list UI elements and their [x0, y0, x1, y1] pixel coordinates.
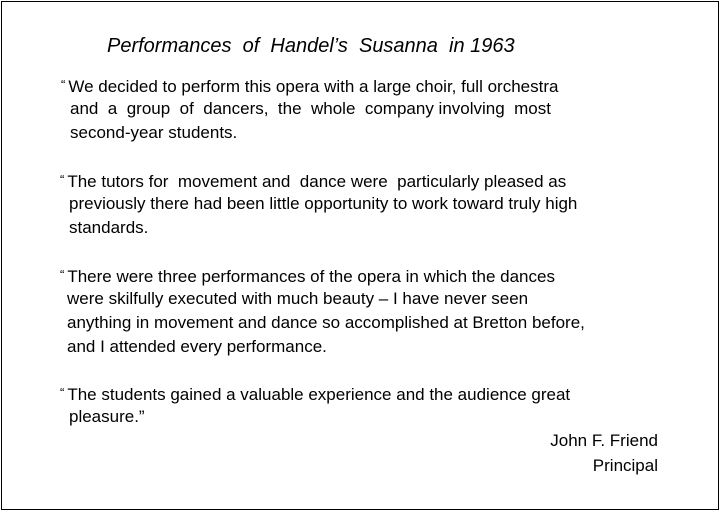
paragraph-line: were skilfully executed with much beauty – I have never seen: [67, 289, 529, 308]
paragraph-line: pleasure.”: [69, 407, 145, 426]
line-text: We decided to perform this opera with a large choir, full orchestra: [68, 77, 559, 96]
open-quote-mark: “: [60, 267, 65, 282]
paragraph-line: [61, 73, 558, 97]
paragraph-line: second-year students.: [70, 123, 238, 142]
signature-role: Principal: [592, 456, 658, 475]
line-text: The tutors for movement and dance were particularly pleased as: [67, 172, 567, 191]
paragraph-line: previously there had been little opportunity to work toward truly high: [69, 194, 578, 213]
open-quote-mark: “: [61, 77, 66, 92]
open-quote-mark: “: [60, 385, 65, 400]
quote-paragraph-4: [60, 381, 570, 429]
open-quote-mark: “: [60, 172, 65, 187]
paragraph-line: [60, 263, 585, 287]
quote-paragraph-2: [60, 168, 577, 240]
quote-paragraph-1: [61, 73, 558, 145]
paragraph-line: and I attended every performance.: [67, 337, 327, 356]
paragraph-line: standards.: [69, 218, 149, 237]
paragraph-line: [60, 381, 570, 405]
quote-paragraph-3: [60, 263, 585, 359]
document-title: Performances of Handel’s Susanna in 1963: [107, 35, 515, 57]
paragraph-line: and a group of dancers, the whole company involving most: [70, 99, 551, 118]
line-text: There were three performances of the opera in which the dances: [67, 267, 555, 286]
signature-name: John F. Friend: [550, 431, 658, 450]
paragraph-line: [60, 168, 577, 192]
paragraph-line: anything in movement and dance so accomplished at Bretton before,: [67, 313, 585, 332]
line-text: The students gained a valuable experience and the audience great: [67, 385, 571, 404]
